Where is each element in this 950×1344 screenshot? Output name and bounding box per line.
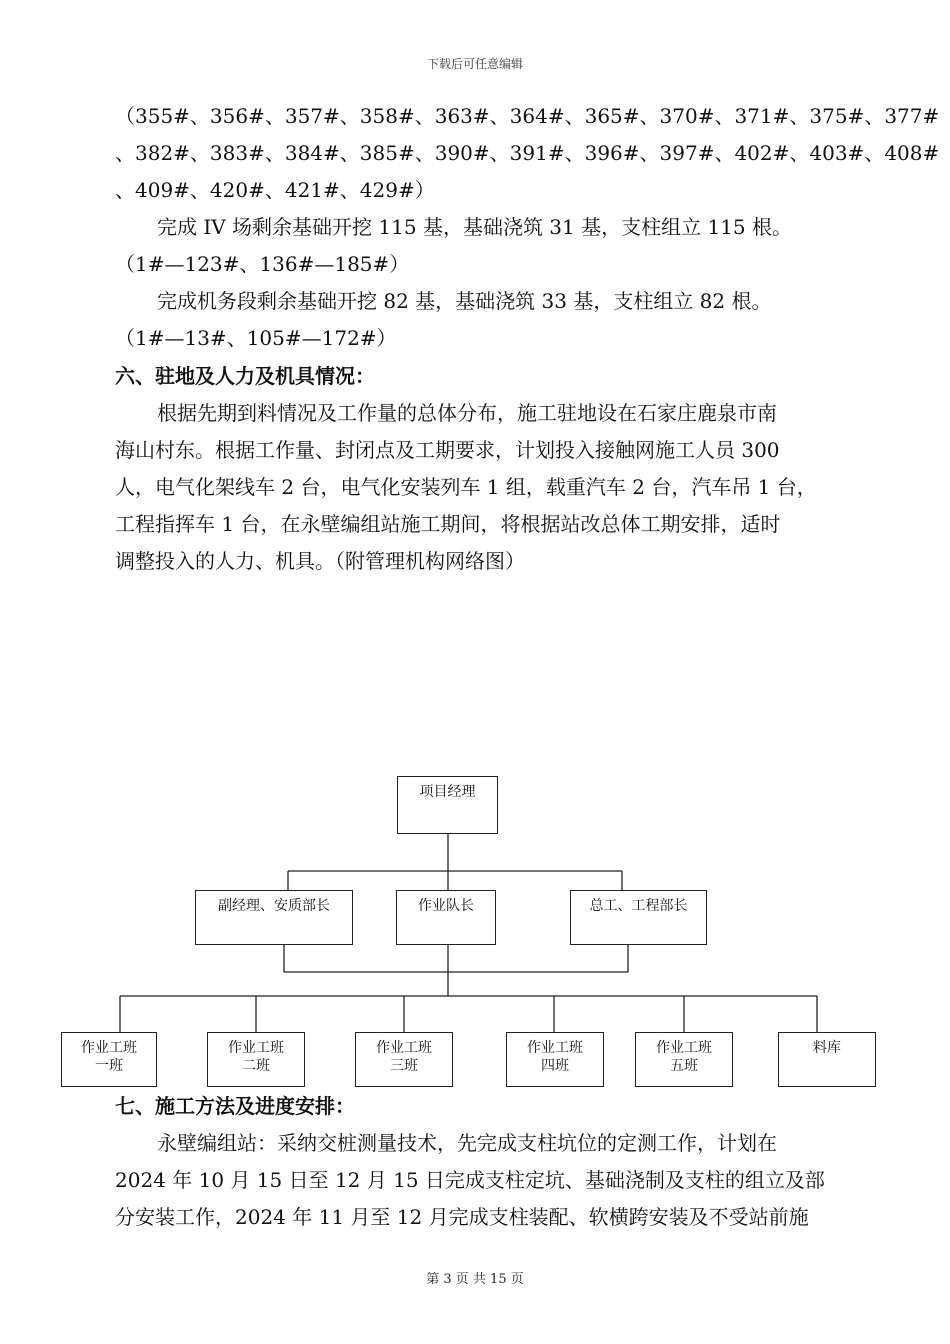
org-box-label: 作业工班 — [228, 1040, 284, 1056]
text-line: 海山村东。根据工作量、封闭点及工期要求，计划投入接触网施工人员 300 — [115, 438, 780, 462]
org-box-team-leader — [396, 890, 496, 945]
text-line: （355#、356#、357#、358#、363#、364#、365#、370#、371#、375#、377# — [115, 104, 940, 128]
org-box-label: 作业工班 — [81, 1040, 137, 1056]
page-header: 下载后可任意编辑 — [426, 57, 523, 71]
text-line: 分安装工作，2024 年 11 月至 12 月完成支柱装配、软横跨安装及不受站前施 — [115, 1205, 809, 1229]
text-line: 、409#、420#、421#、429#） — [115, 178, 435, 202]
org-box-label: 作业工班 — [376, 1040, 432, 1056]
text-line: （1#—123#、136#—185#） — [115, 252, 410, 276]
text-line: （1#—13#、105#—172#） — [115, 326, 397, 350]
text-line: 调整投入的人力、机具。（附管理机构网络图） — [115, 549, 525, 573]
page-footer: 第 3 页 共 15 页 — [426, 1272, 524, 1287]
org-box-sublabel: 二班 — [242, 1058, 270, 1074]
org-box-label: 作业队长 — [418, 898, 474, 914]
org-box-material-store — [778, 1032, 876, 1087]
org-box-chief-engineer — [570, 890, 707, 945]
text-line: 根据先期到料情况及工作量的总体分布，施工驻地设在石家庄鹿泉市南 — [157, 401, 777, 425]
text-line: 、382#、383#、384#、385#、390#、391#、396#、397#、402#、403#、408# — [115, 141, 940, 165]
text-line: 完成 IV 场剩余基础开挖 115 基，基础浇筑 31 基，支柱组立 115 根。 — [157, 215, 792, 239]
section-heading: 六、驻地及人力及机具情况： — [115, 364, 375, 388]
org-box-project-manager — [397, 776, 498, 834]
org-box-label: 料库 — [813, 1040, 841, 1056]
org-box-sublabel: 一班 — [95, 1058, 123, 1074]
org-box-sublabel: 四班 — [541, 1058, 569, 1074]
text-line: 永壁编组站：采纳交桩测量技术，先完成支柱坑位的定测工作，计划在 — [157, 1131, 777, 1155]
org-box-label: 项目经理 — [419, 784, 476, 800]
text-line: 2024 年 10 月 15 日至 12 月 15 日完成支柱定坑、基础浇制及支柱的组立及部 — [115, 1168, 825, 1192]
org-box-sublabel: 三班 — [390, 1058, 418, 1074]
org-box-label: 副经理、安质部长 — [218, 898, 330, 914]
text-line: 工程指挥车 1 台，在永壁编组站施工期间，将根据站改总体工期安排，适时 — [115, 512, 781, 536]
section-heading: 七、施工方法及进度安排： — [115, 1094, 355, 1118]
text-line: 人，电气化架线车 2 台，电气化安装列车 1 组，载重汽车 2 台，汽车吊 1 台， — [115, 475, 817, 499]
org-box-sublabel: 五班 — [670, 1058, 698, 1074]
section-7 — [115, 1088, 865, 1236]
org-box-team-5 — [635, 1032, 733, 1087]
org-box-team-1 — [61, 1032, 157, 1087]
org-box-team-2 — [207, 1032, 305, 1087]
org-box-label: 作业工班 — [656, 1040, 712, 1056]
org-box-team-4 — [506, 1032, 604, 1087]
org-box-team-3 — [355, 1032, 453, 1087]
org-box-deputy-manager — [195, 890, 353, 945]
text-line: 完成机务段剩余基础开挖 82 基，基础浇筑 33 基，支柱组立 82 根。 — [157, 289, 772, 313]
org-box-label: 作业工班 — [527, 1040, 583, 1056]
org-box-label: 总工、工程部长 — [589, 898, 688, 914]
